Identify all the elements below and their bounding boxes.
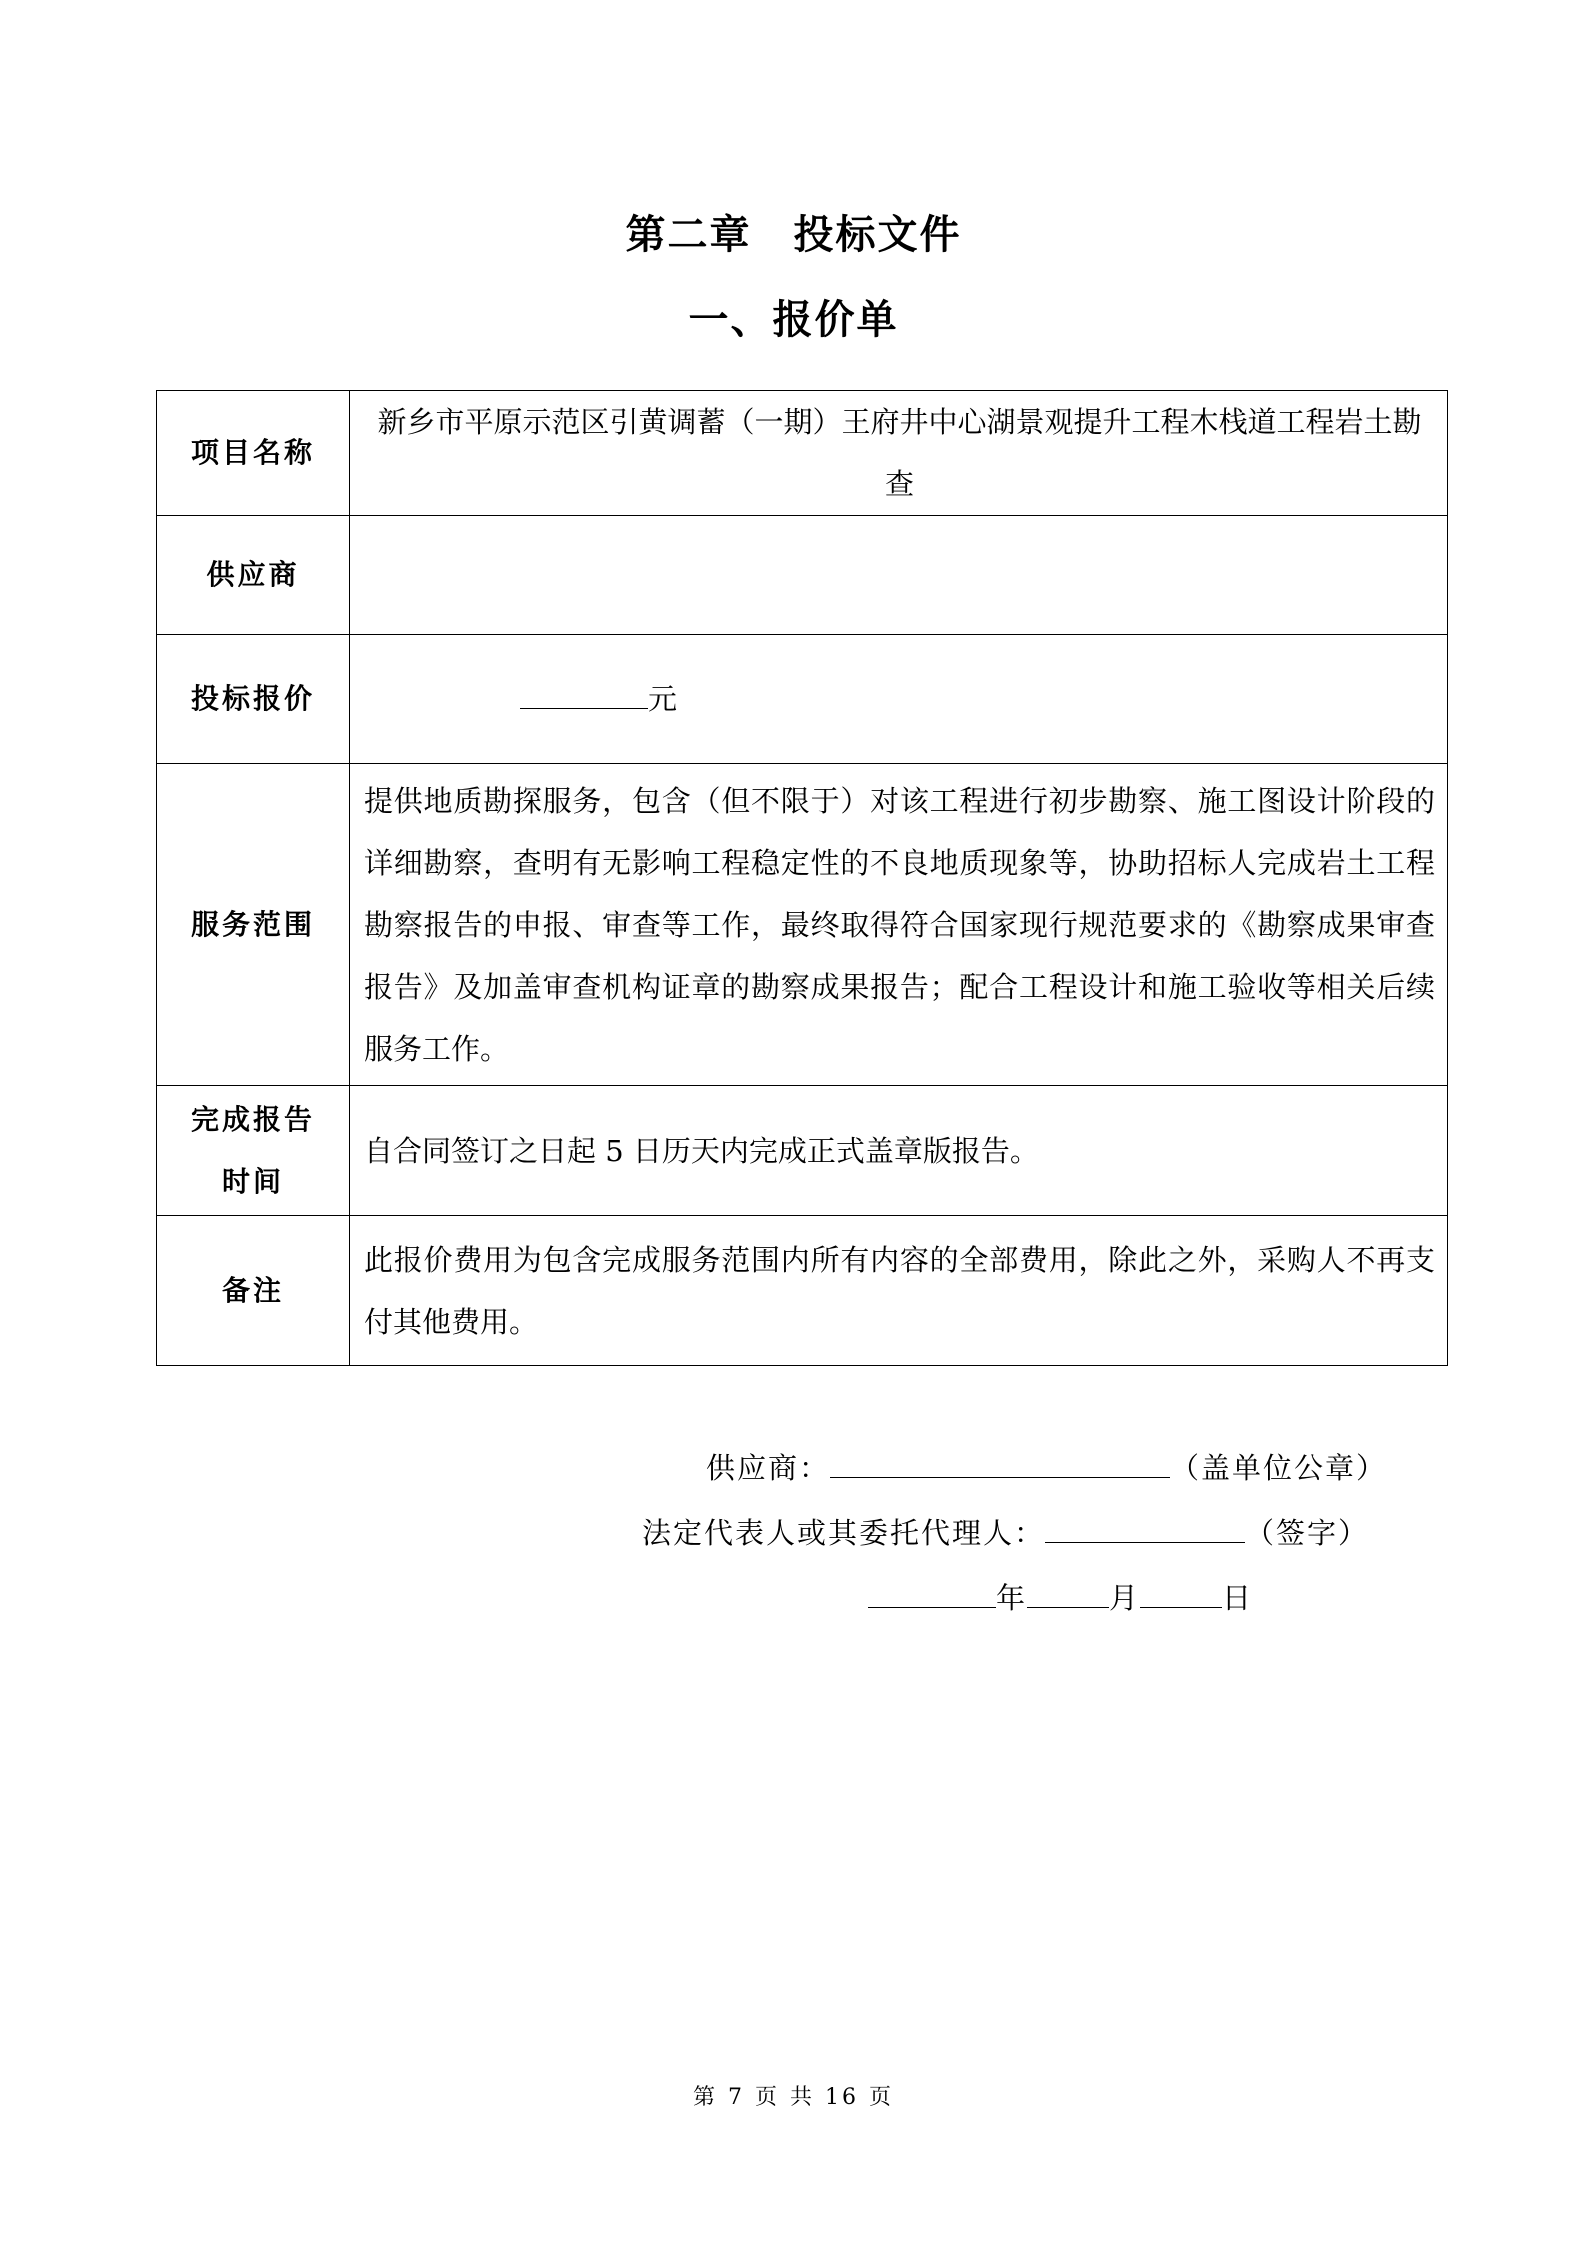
signature-representative-line [642,1508,1369,1558]
signature-supplier-label: 供应商： [706,1451,831,1485]
signature-date-line [868,1573,1253,1623]
bid-price-blank[interactable] [520,678,648,709]
table-row-supplier [157,516,1448,635]
date-year-blank[interactable] [868,1577,996,1608]
table-row-bid-price [157,635,1448,764]
signature-supplier-line [706,1443,1387,1493]
date-day-label: 日 [1222,1581,1254,1615]
signature-representative-suffix: （签字） [1245,1516,1370,1550]
page-footer: 第 7 页 共 16 页 [693,2085,894,2110]
section-title: 一、报价单 [688,297,899,343]
signature-representative-label: 法定代表人或其委托代理人： [642,1516,1046,1550]
bid-price-cell [350,635,1448,764]
chapter-title: 第二章 投标文件 [625,212,962,258]
completion-label [157,1086,350,1216]
quote-table [156,390,1448,1366]
supplier-value[interactable] [350,516,1448,635]
date-month-blank[interactable] [1027,1577,1109,1608]
project-name-label: 项目名称 [157,391,350,516]
signature-representative-blank[interactable] [1045,1512,1245,1543]
project-name-value: 新乡市平原示范区引黄调蓄（一期）王府井中心湖景观提升工程木栈道工程岩土勘查 [350,391,1448,516]
date-month-label: 月 [1109,1581,1141,1615]
completion-label-line1: 完成报告 [190,1102,315,1136]
completion-label-line2: 时间 [221,1164,284,1198]
date-year-label: 年 [996,1581,1028,1615]
scope-label: 服务范围 [157,764,350,1086]
remarks-value: 此报价费用为包含完成服务范围内所有内容的全部费用，除此之外，采购人不再支付其他费用。 [350,1216,1448,1366]
signature-supplier-suffix: （盖单位公章） [1170,1451,1388,1485]
scope-value: 提供地质勘探服务，包含（但不限于）对该工程进行初步勘察、施工图设计阶段的详细勘察，查明有无影响工程稳定性的不良地质现象等，协助招标人完成岩土工程勘察报告的申报、审查等工作，最终取得符合国家现行规范要求的《勘察成果审查报告》及加盖审查机构证章的勘察成果报告；配合工程设计和施工验收等相关后续服务工作。 [350,764,1448,1086]
table-row-project-name [157,391,1448,516]
table-row-completion [157,1086,1448,1216]
table-row-remarks [157,1216,1448,1366]
table-row-scope [157,764,1448,1086]
completion-value: 自合同签订之日起 5 日历天内完成正式盖章版报告。 [350,1086,1448,1216]
supplier-label: 供应商 [157,516,350,635]
date-day-blank[interactable] [1140,1577,1222,1608]
remarks-label: 备注 [157,1216,350,1366]
bid-price-unit: 元 [648,682,678,716]
bid-price-label: 投标报价 [157,635,350,764]
signature-supplier-blank[interactable] [830,1447,1170,1478]
